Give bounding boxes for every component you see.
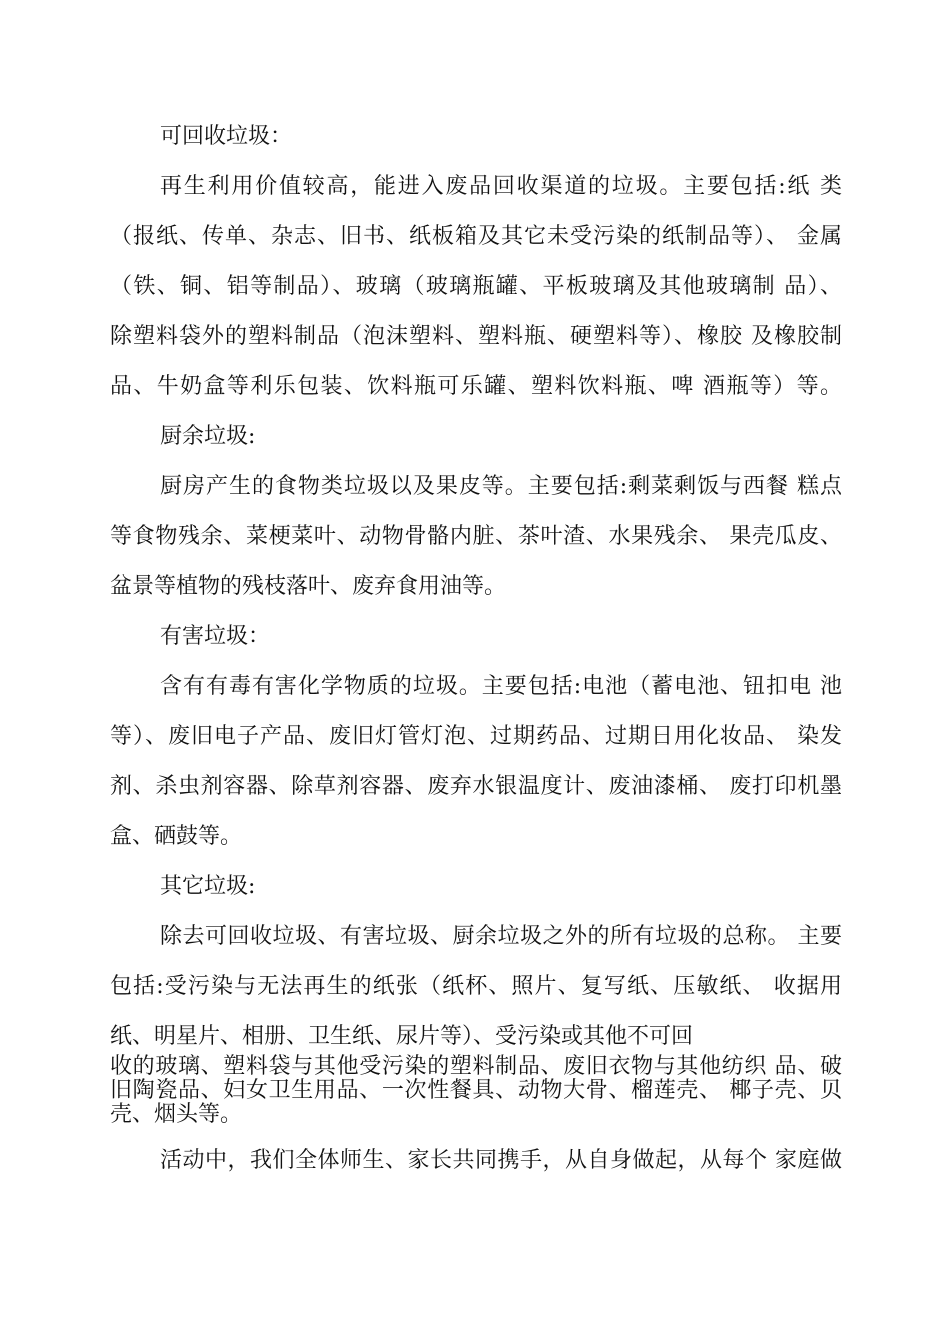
paragraph-line: 旧陶瓷品、妇女卫生用品、一次性餐具、动物大骨、榴莲壳、 椰子壳、贝 bbox=[110, 1078, 842, 1103]
paragraph-line: 包括:受污染与无法再生的纸张（纸杯、照片、复写纸、压敏纸、 收据用 bbox=[110, 974, 842, 999]
paragraph-line: 品、牛奶盒等利乐包装、饮料瓶可乐罐、塑料饮料瓶、啤 酒瓶等）等。 bbox=[110, 374, 842, 399]
paragraph-line: 盒、硒鼓等。 bbox=[110, 824, 243, 849]
section-heading-hazardous: 有害垃圾： bbox=[160, 624, 271, 649]
paragraph-line: 盆景等植物的残枝落叶、废弃食用油等。 bbox=[110, 574, 507, 599]
paragraph-line: （铁、铜、铝等制品）、玻璃（玻璃瓶罐、平板玻璃及其他玻璃制 品）、 bbox=[110, 274, 842, 299]
paragraph-line: 含有有毒有害化学物质的垃圾。主要包括:电池（蓄电池、钮扣电 池 bbox=[160, 674, 842, 699]
section-heading-recyclable: 可回收垃圾： bbox=[160, 124, 293, 149]
paragraph-line: （报纸、传单、杂志、旧书、纸板箱及其它未受污染的纸制品等）、 金属 bbox=[110, 224, 842, 249]
paragraph-line: 剂、杀虫剂容器、除草剂容器、废弃水银温度计、废油漆桶、 废打印机墨 bbox=[110, 774, 842, 799]
paragraph-line: 壳、烟头等。 bbox=[110, 1102, 243, 1127]
closing-paragraph-line: 活动中，我们全体师生、家长共同携手，从自身做起，从每个 家庭做 bbox=[160, 1148, 842, 1173]
paragraph-line: 收的玻璃、塑料袋与其他受污染的塑料制品、废旧衣物与其他纺织 品、破 bbox=[110, 1054, 842, 1079]
paragraph-line: 等食物残余、菜梗菜叶、动物骨骼内脏、茶叶渣、水果残余、 果壳瓜皮、 bbox=[110, 524, 842, 549]
paragraph-line: 除去可回收垃圾、有害垃圾、厨余垃圾之外的所有垃圾的总称。 主要 bbox=[160, 924, 842, 949]
paragraph-line: 等）、废旧电子产品、废旧灯管灯泡、过期药品、过期日用化妆品、 染发 bbox=[110, 724, 842, 749]
paragraph-line: 除塑料袋外的塑料制品（泡沫塑料、塑料瓶、硬塑料等）、橡胶 及橡胶制 bbox=[110, 324, 842, 349]
section-heading-other: 其它垃圾: bbox=[160, 874, 256, 899]
section-heading-kitchen: 厨余垃圾: bbox=[160, 424, 256, 449]
paragraph-line: 纸、明星片、相册、卫生纸、尿片等）、受污染或其他不可回 bbox=[110, 1024, 694, 1049]
paragraph-line: 再生利用价值较高，能进入废品回收渠道的垃圾。主要包括:纸 类 bbox=[160, 174, 842, 199]
paragraph-line: 厨房产生的食物类垃圾以及果皮等。主要包括:剩菜剩饭与西餐 糕点 bbox=[160, 474, 842, 499]
